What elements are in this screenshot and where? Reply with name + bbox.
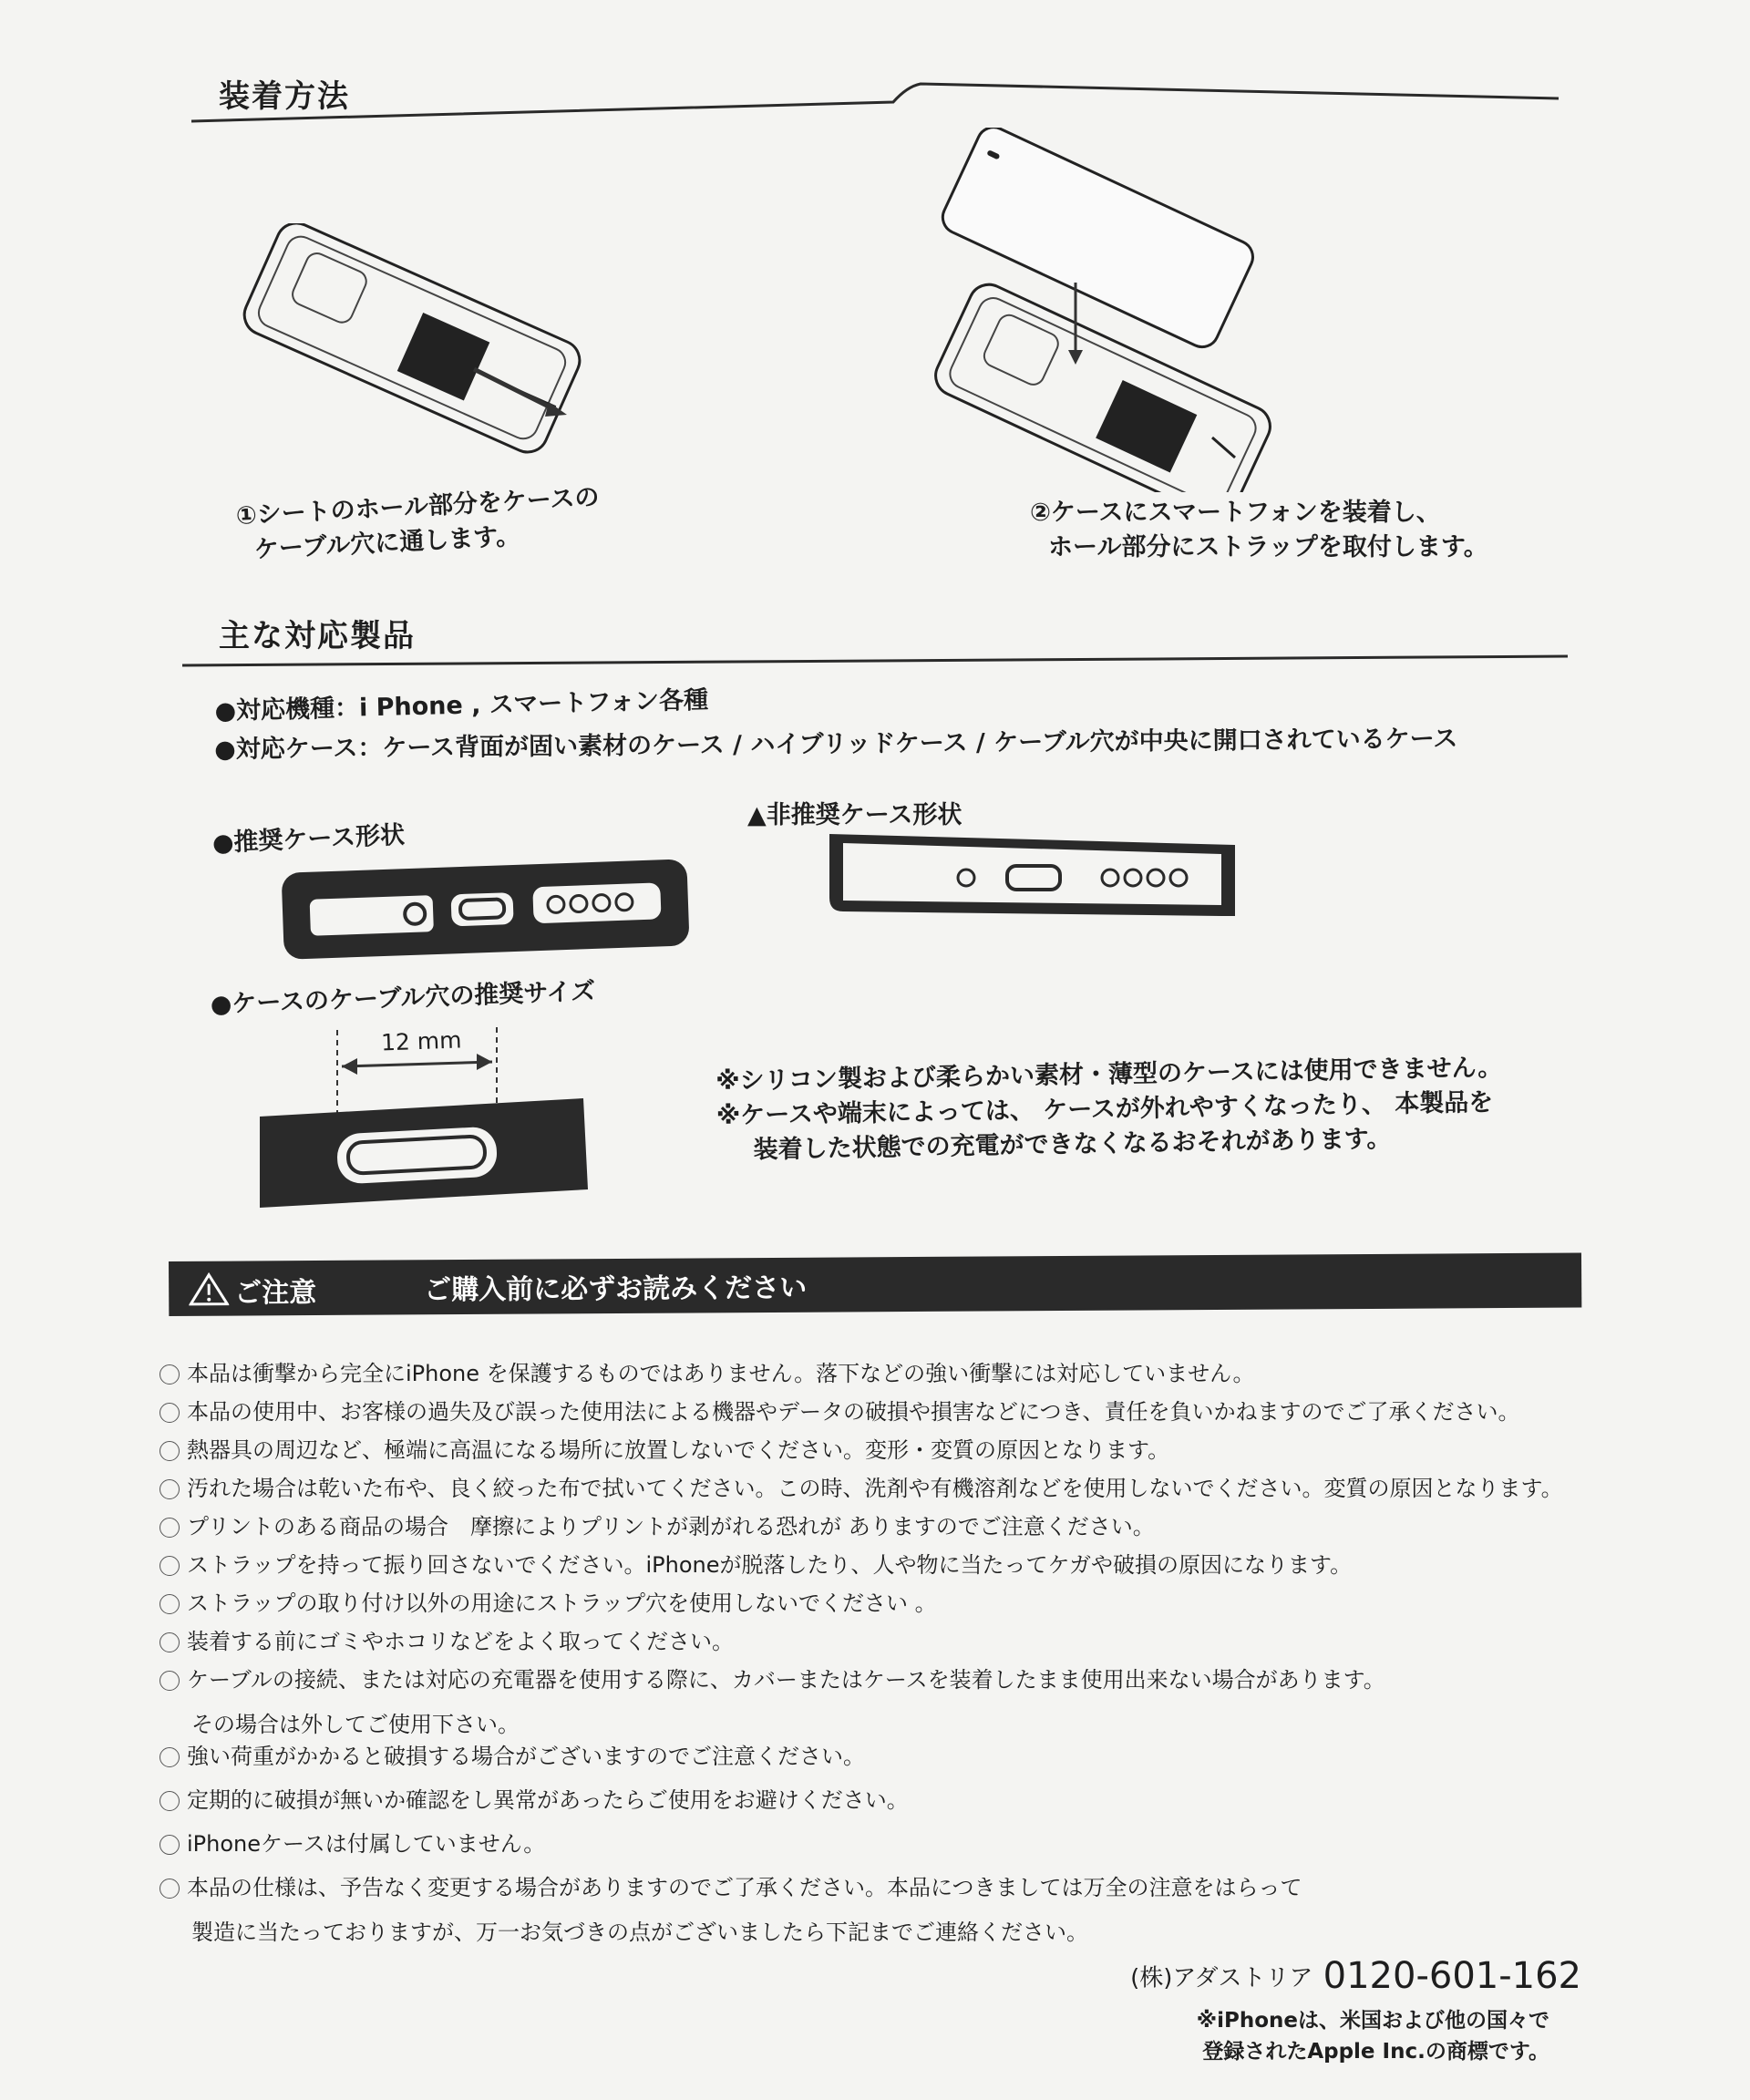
warning-block: ※シリコン製および柔らかい素材・薄型のケースには使用できません。 ※ケースや端末によっては、 ケースが外れやすくなったり、 本製品を 装着した状態での充電ができなくなるおそれがあります。: [715, 1053, 1503, 1165]
step2-caption: ②ケースにスマートフォンを装着し、 ホール部分にストラップを取付します。: [1030, 499, 1488, 561]
notice-item: 本品の使用中、お客様の過失及び誤った使用法による機器やデータの破損や損害などにつき、責任を負いかねますのでご了承ください。: [160, 1394, 1520, 1426]
install-title-rule: [0, 0, 1750, 128]
step2-illustration: [921, 128, 1285, 492]
notice-item: 熱器具の周辺など、極端に高温になる場所に放置しないでください。変形・変質の原因となります。: [160, 1432, 1169, 1464]
supported-cases: ●対応ケース：ケース背面が固い素材のケース / ハイブリッドケース / ケーブル穴が中央に開口されているケース: [214, 725, 1458, 764]
not-recommended-shape-illustration: [820, 825, 1249, 925]
notice-item: ケーブルの接続、または対応の充電器を使用する際に、カバーまたはケースを装着したまま使用出来ない場合があります。 その場合は外してご使用下さい。: [160, 1662, 1385, 1738]
circle-bullet-icon: [160, 1594, 180, 1614]
notice-item: iPhoneケースは付属していません。: [160, 1826, 545, 1858]
circle-bullet-icon: [160, 1879, 180, 1899]
step1-illustration: [228, 223, 592, 460]
circle-bullet-icon: [160, 1403, 180, 1423]
circle-bullet-icon: [160, 1747, 180, 1767]
recommended-shape-illustration: [278, 852, 697, 962]
notice-item: 本品は衝撃から完全にiPhone を保護するものではありません。落下などの強い衝撃には対応していません。: [160, 1355, 1255, 1387]
notice-item: プリントのある商品の場合 摩擦によりプリントが剥がれる恐れが ありますのでご注意ください。: [160, 1508, 1155, 1540]
notice-header: [169, 1253, 1581, 1316]
phone-number: 0120-601-162: [1323, 1955, 1581, 1997]
products-title-rule: [0, 638, 1750, 674]
notice-item: ストラップの取り付け以外の用途にストラップ穴を使用しないでください 。: [160, 1585, 937, 1617]
circle-bullet-icon: [160, 1364, 180, 1385]
size-illustration: [255, 1025, 592, 1208]
install-title: 装着方法: [219, 78, 350, 115]
notice-item: 定期的に破損が無いか確認をし異常があったらご使用をお避けください。: [160, 1782, 909, 1814]
circle-bullet-icon: [160, 1518, 180, 1538]
trademark-note: ※iPhoneは、米国および他の国々で 登録されたApple Inc.の商標です。: [1196, 2009, 1549, 2064]
circle-bullet-icon: [160, 1441, 180, 1461]
notice-item: ストラップを持って振り回さないでください。iPhoneが脱落したり、人や物に当たってケガや破損の原因になります。: [160, 1547, 1352, 1579]
circle-bullet-icon: [160, 1479, 180, 1499]
warning-icon: [189, 1272, 229, 1307]
notice-subtitle: ご購入前に必ずお読みください: [424, 1271, 808, 1307]
circle-bullet-icon: [160, 1835, 180, 1855]
notice-item: 強い荷重がかかると破損する場合がございますのでご注意ください。: [160, 1738, 865, 1770]
size-value: 12 mm: [380, 1026, 462, 1056]
notice-item: 汚れた場合は乾いた布や、良く絞った布で拭いてください。この時、洗剤や有機溶剤などを使用しないでください。変質の原因となります。: [160, 1470, 1563, 1502]
footer-contact: [1130, 1955, 1581, 1997]
circle-bullet-icon: [160, 1632, 180, 1652]
not-recommended-shape-label: ▲非推奨ケース形状: [747, 801, 962, 829]
products-title: 主な対応製品: [219, 618, 416, 654]
circle-bullet-icon: [160, 1791, 180, 1811]
supported-models: ●対応機種：i Phone , スマートフォン各種: [214, 685, 709, 726]
notice-title: ご注意: [234, 1277, 317, 1310]
step1-caption: ①シートのホール部分をケースの ケーブル穴に通します。: [235, 483, 601, 564]
recommended-size-label: ●ケースのケーブル穴の推奨サイズ: [210, 977, 596, 1019]
circle-bullet-icon: [160, 1556, 180, 1576]
recommended-shape-label: ●推奨ケース形状: [211, 820, 406, 858]
notice-item: 本品の仕様は、予告なく変更する場合がありますのでご了承ください。本品につきましては万全の注意をはらって 製造に当たっておりますが、万一お気づきの点がございましたら下記までご連絡ください。: [160, 1869, 1302, 1946]
circle-bullet-icon: [160, 1671, 180, 1691]
notice-item: 装着する前にゴミやホコリなどをよく取ってください。: [160, 1623, 734, 1655]
company-name: (株)アダストリア: [1130, 1964, 1313, 1992]
